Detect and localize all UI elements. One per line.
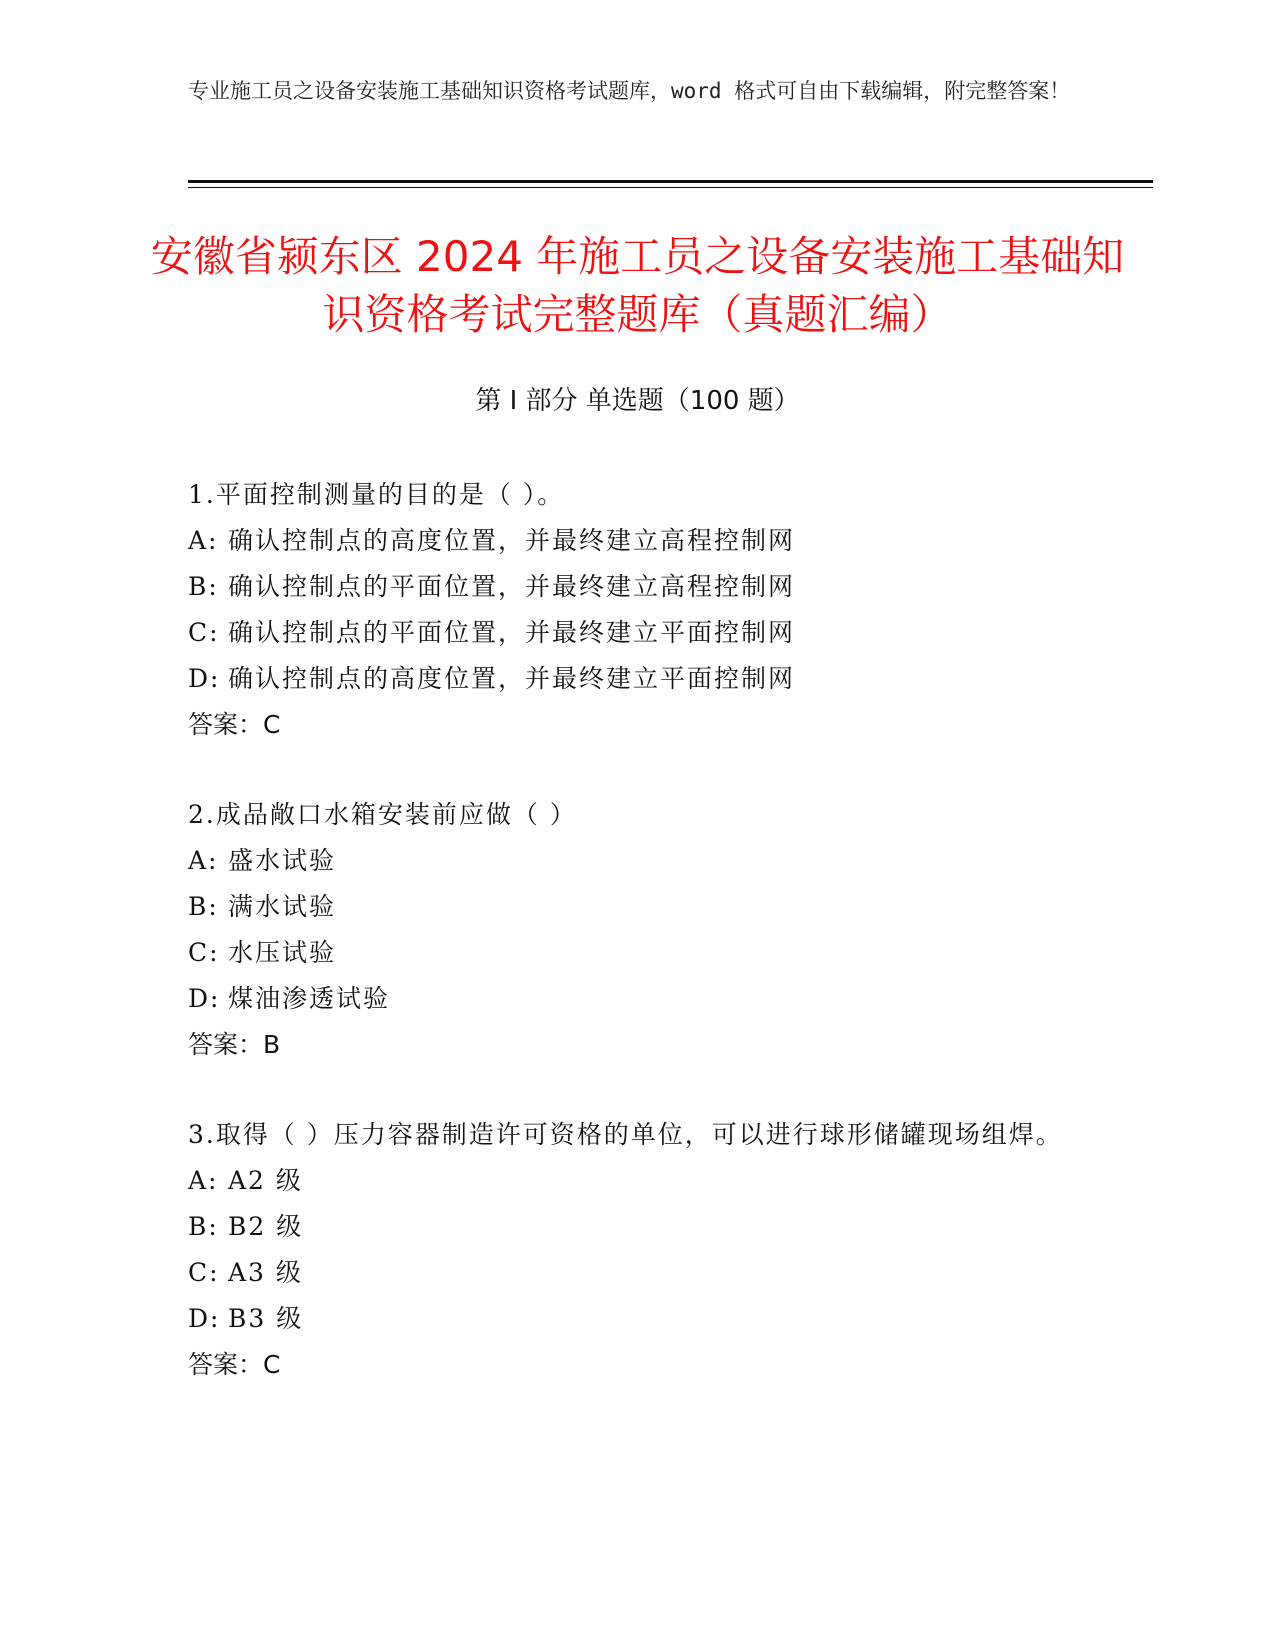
option-a: [188, 1158, 1088, 1204]
option-b: [188, 1204, 1088, 1250]
option-text: 满水试验: [228, 892, 337, 921]
option-d: [188, 656, 1088, 702]
option-letter: B:: [188, 892, 219, 921]
option-d: [188, 976, 1088, 1022]
option-letter: B:: [188, 572, 219, 601]
option-d: [188, 1296, 1088, 1342]
option-text: A2 级: [228, 1166, 303, 1195]
option-a: [188, 838, 1088, 884]
option-text: 水压试验: [228, 938, 337, 967]
option-letter: C:: [188, 938, 220, 967]
option-letter: A:: [188, 846, 219, 875]
option-text: 煤油渗透试验: [228, 984, 391, 1013]
option-letter: D:: [188, 1304, 221, 1333]
answer-line: 答案：B: [188, 1030, 281, 1059]
option-letter: C:: [188, 618, 220, 647]
option-b: [188, 884, 1088, 930]
header-note: 专业施工员之设备安装施工基础知识资格考试题库，word 格式可自由下载编辑，附完整答案！: [188, 79, 1071, 103]
option-text: B3 级: [228, 1304, 304, 1333]
option-text: B2 级: [228, 1212, 304, 1241]
option-text: A3 级: [228, 1258, 303, 1287]
option-text: 盛水试验: [228, 846, 337, 875]
option-letter: C:: [188, 1258, 220, 1287]
header-divider-thin: [188, 187, 1153, 188]
question-3: [188, 1112, 1088, 1388]
option-letter: B:: [188, 1212, 219, 1241]
question-stem: 3.取得（ ）压力容器制造许可资格的单位，可以进行球形储罐现场组焊。: [188, 1120, 1063, 1149]
question-list: [188, 472, 1088, 1432]
question-stem: 2.成品敞口水箱安装前应做（ ）: [188, 800, 577, 829]
option-text: 确认控制点的平面位置，并最终建立高程控制网: [228, 572, 796, 601]
option-text: 确认控制点的平面位置，并最终建立平面控制网: [228, 618, 796, 647]
option-letter: A:: [188, 1166, 219, 1195]
option-letter: D:: [188, 664, 221, 693]
section-title: 第 I 部分 单选题（100 题）: [475, 386, 800, 416]
option-letter: D:: [188, 984, 221, 1013]
question-stem: 1.平面控制测量的目的是（ ）。: [188, 480, 565, 509]
answer-line: 答案：C: [188, 710, 281, 739]
option-text: 确认控制点的高度位置，并最终建立高程控制网: [228, 526, 796, 555]
document-title: 安徽省颍东区 2024 年施工员之设备安装施工基础知识资格考试完整题库（真题汇编）: [150, 232, 1125, 339]
question-1: [188, 472, 1088, 748]
option-c: [188, 1250, 1088, 1296]
answer-line: 答案：C: [188, 1350, 281, 1379]
option-text: 确认控制点的高度位置，并最终建立平面控制网: [228, 664, 796, 693]
option-c: [188, 610, 1088, 656]
option-a: [188, 518, 1088, 564]
question-2: [188, 792, 1088, 1068]
option-letter: A:: [188, 526, 219, 555]
option-b: [188, 564, 1088, 610]
option-c: [188, 930, 1088, 976]
header-divider-thick: [188, 180, 1153, 183]
